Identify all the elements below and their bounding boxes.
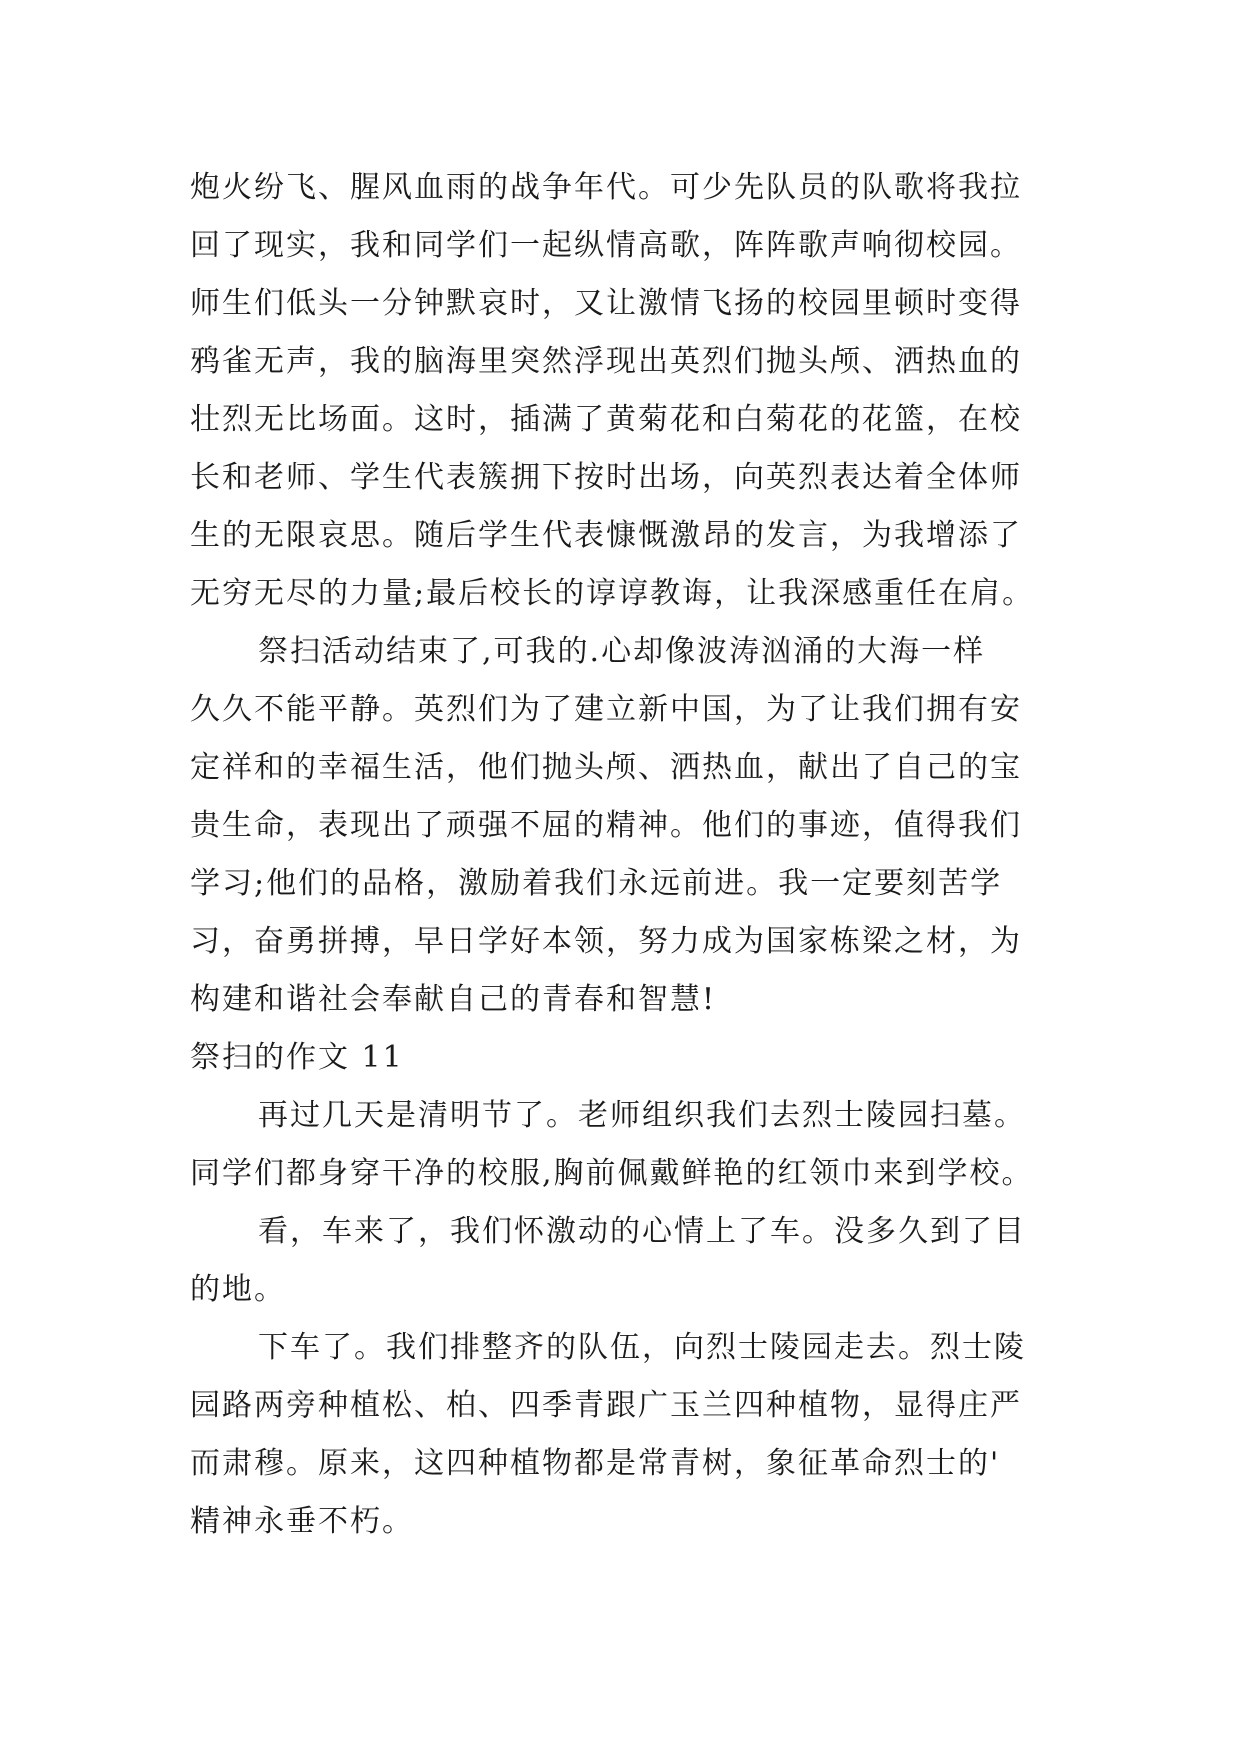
text-line: 精神永垂不朽。 — [190, 1504, 414, 1539]
paragraph-start-line: 下车了。我们排整齐的队伍，向烈士陵园走去。烈士陵 — [258, 1330, 1026, 1365]
section-title: 祭扫的作文 11 — [190, 1040, 404, 1075]
paragraph-start-line: 祭扫活动结束了,可我的.心却像波涛汹涌的大海一样 — [258, 634, 986, 669]
text-line: 无穷无尽的力量;最后校长的谆谆教诲，让我深感重任在肩。 — [190, 576, 1035, 611]
text-line: 长和老师、学生代表簇拥下按时出场，向英烈表达着全体师 — [190, 460, 1022, 495]
text-line: 而肃穆。原来，这四种植物都是常青树，象征革命烈士的' — [190, 1446, 1001, 1481]
text-line: 回了现实，我和同学们一起纵情高歌，阵阵歌声响彻校园。 — [190, 228, 1022, 263]
text-line: 构建和谐社会奉献自己的青春和智慧! — [190, 982, 717, 1017]
text-line: 师生们低头一分钟默哀时，又让激情飞扬的校园里顿时变得 — [190, 286, 1022, 321]
paragraph-start-line: 再过几天是清明节了。老师组织我们去烈士陵园扫墓。 — [258, 1098, 1026, 1133]
text-line: 园路两旁种植松、柏、四季青跟广玉兰四种植物，显得庄严 — [190, 1388, 1022, 1423]
document-body — [190, 159, 1070, 1551]
text-line: 同学们都身穿干净的校服,胸前佩戴鲜艳的红领巾来到学校。 — [190, 1156, 1034, 1191]
text-line: 壮烈无比场面。这时，插满了黄菊花和白菊花的花篮，在校 — [190, 402, 1022, 437]
text-line: 贵生命，表现出了顽强不屈的精神。他们的事迹，值得我们 — [190, 808, 1022, 843]
text-line: 生的无限哀思。随后学生代表慷慨激昂的发言，为我增添了 — [190, 518, 1022, 553]
text-line: 久久不能平静。英烈们为了建立新中国，为了让我们拥有安 — [190, 692, 1022, 727]
text-line: 习，奋勇拼搏，早日学好本领，努力成为国家栋梁之材，为 — [190, 924, 1022, 959]
text-line: 鸦雀无声，我的脑海里突然浮现出英烈们抛头颅、洒热血的 — [190, 344, 1022, 379]
text-line: 的地。 — [190, 1272, 286, 1307]
text-line: 定祥和的幸福生活，他们抛头颅、洒热血，献出了自己的宝 — [190, 750, 1022, 785]
text-line: 炮火纷飞、腥风血雨的战争年代。可少先队员的队歌将我拉 — [190, 170, 1022, 205]
text-line: 学习;他们的品格，激励着我们永远前进。我一定要刻苦学 — [190, 866, 1003, 901]
paragraph-start-line: 看，车来了，我们怀激动的心情上了车。没多久到了目 — [258, 1214, 1026, 1249]
